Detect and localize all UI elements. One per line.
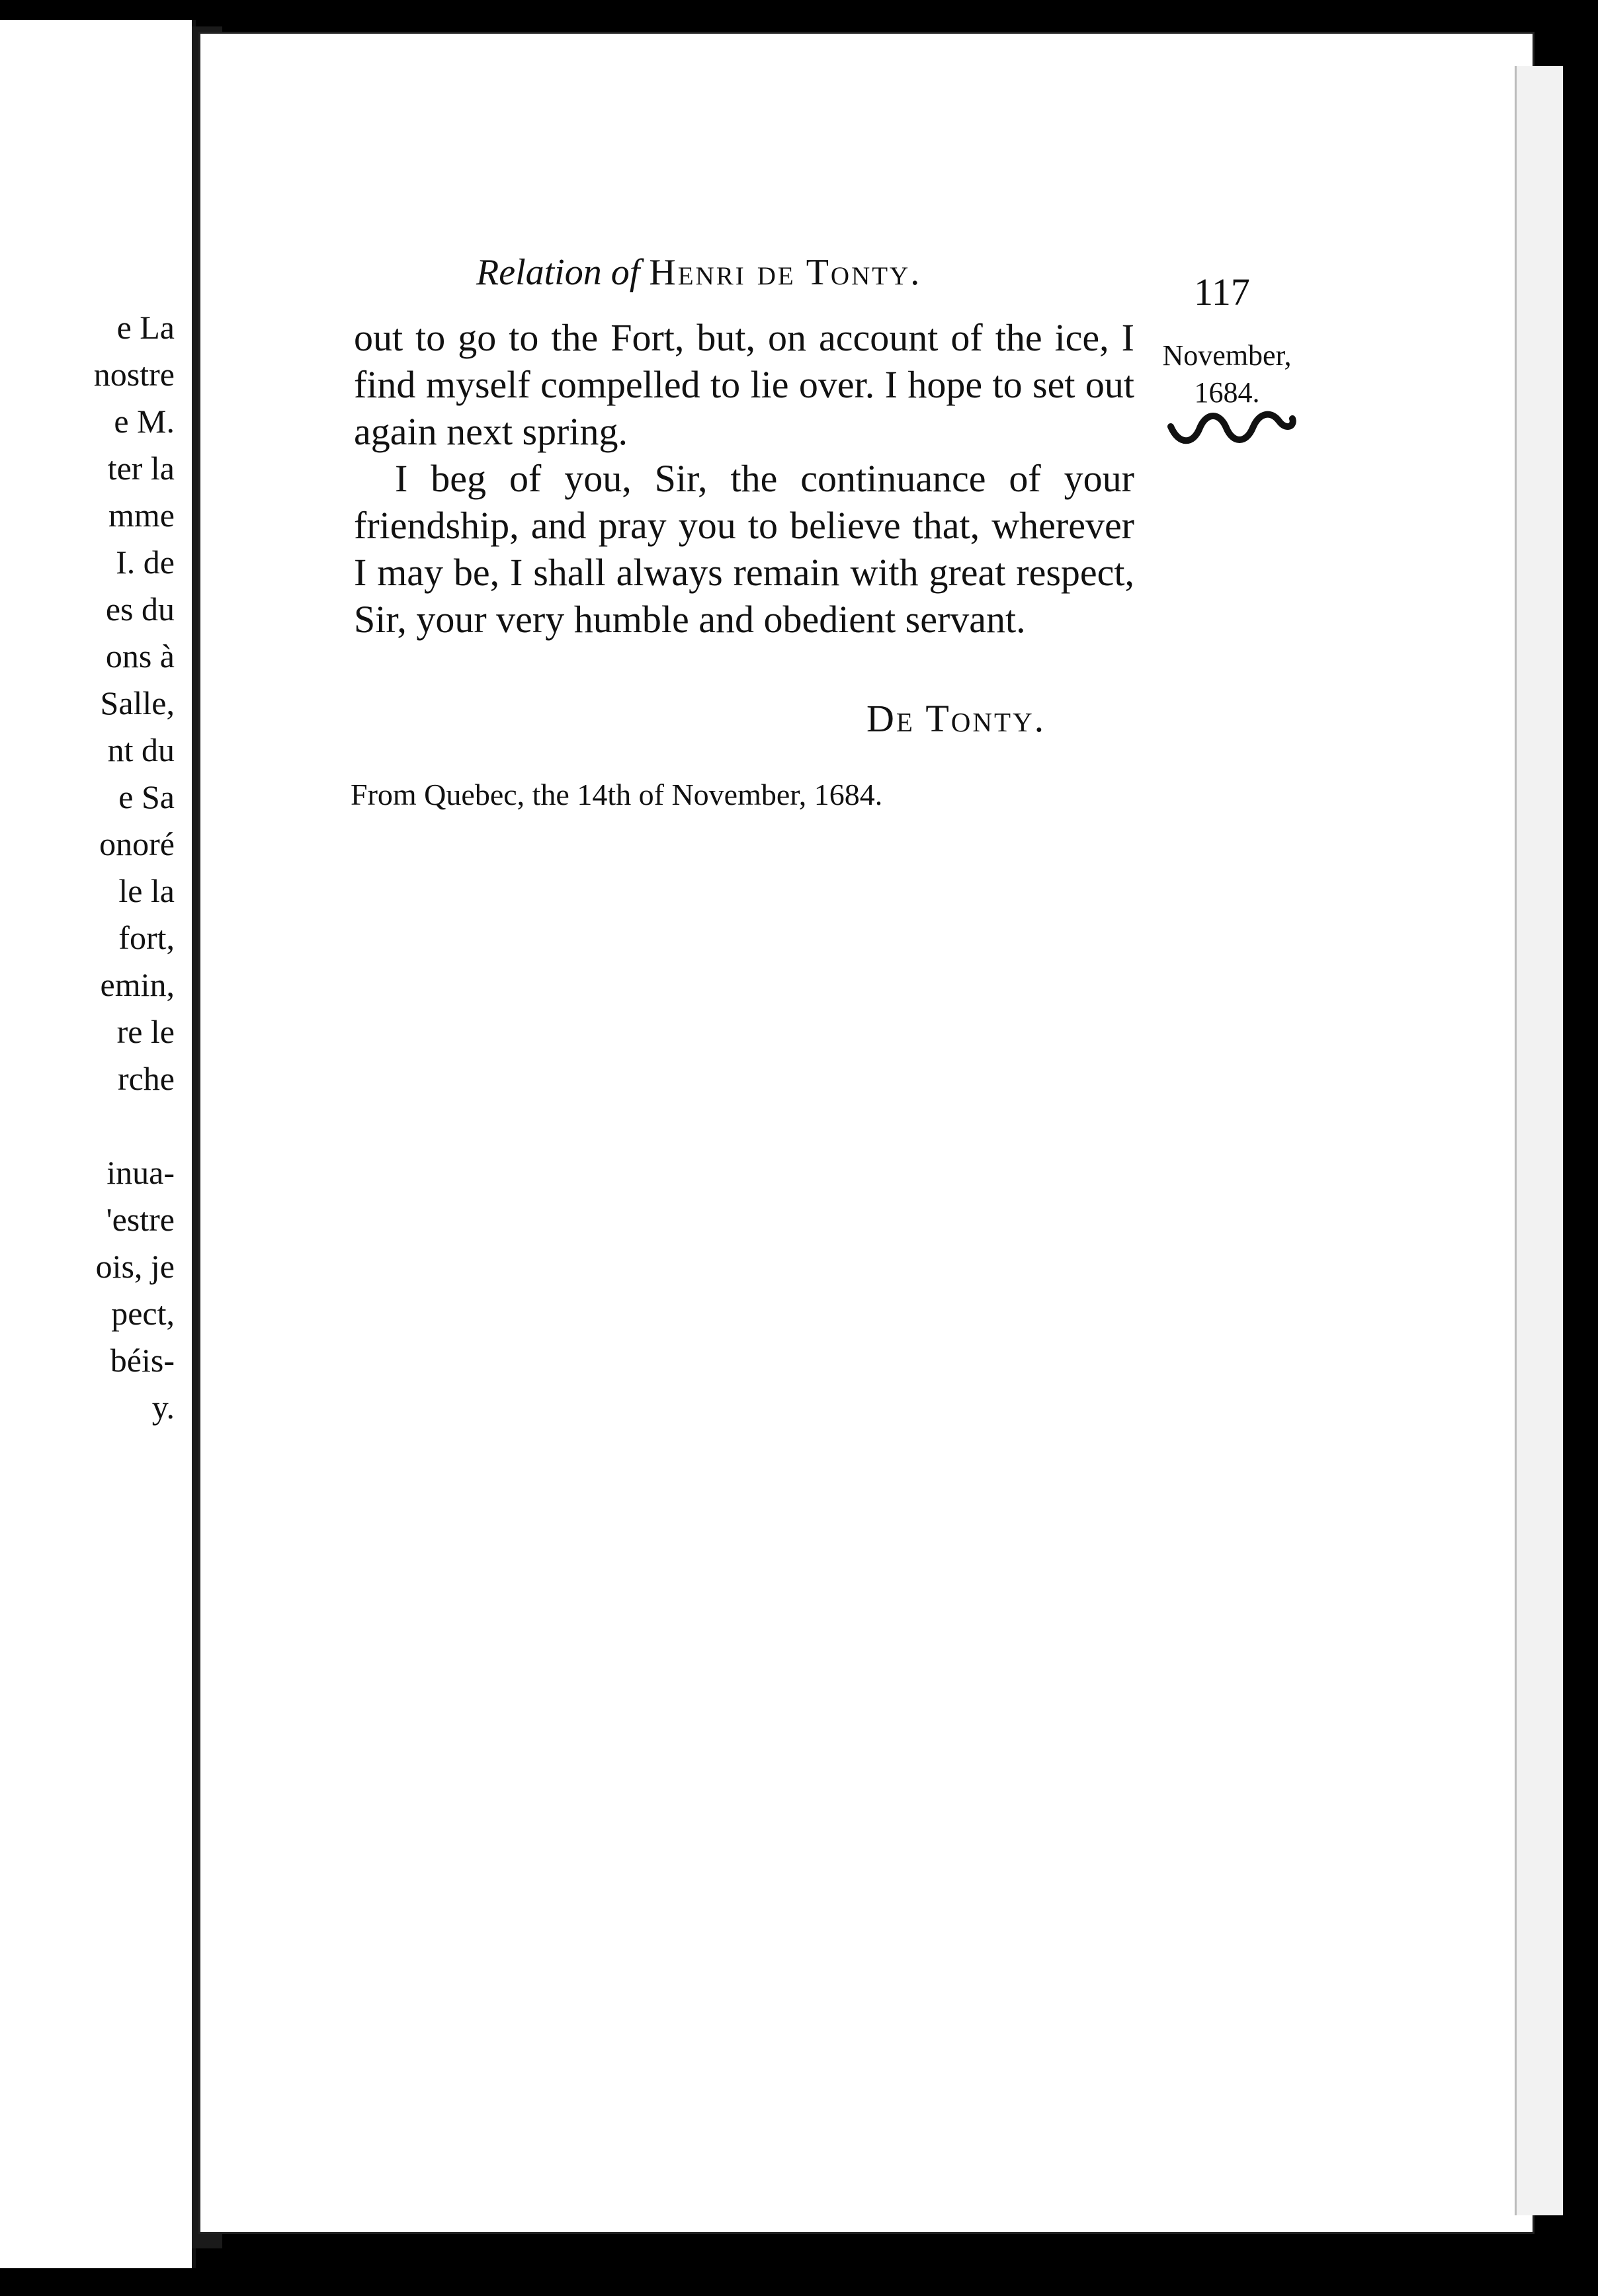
- facing-page: [0, 20, 196, 2268]
- running-header: [476, 251, 921, 294]
- body-text: [354, 314, 1134, 643]
- facing-page-line: ter la: [107, 450, 175, 487]
- facing-page-line: onoré: [99, 825, 175, 862]
- facing-page-line: mme: [108, 497, 175, 534]
- facing-page-line: ois, je: [95, 1248, 175, 1285]
- facing-page-line: le la: [118, 872, 175, 909]
- signature: De Tonty.: [866, 697, 1046, 740]
- margin-note: [1148, 337, 1306, 411]
- header-italic: Relation of: [476, 252, 640, 293]
- facing-page-line: emin,: [100, 966, 175, 1003]
- facing-page-line: Salle,: [100, 684, 175, 721]
- facing-page-line: nostre: [93, 356, 175, 393]
- page-edge: [1515, 66, 1563, 2215]
- header-name: Henri de Tonty.: [649, 252, 922, 293]
- facing-page-line: inua-: [106, 1154, 175, 1191]
- facing-page-line: nt du: [107, 731, 175, 768]
- facing-page-line: ons à: [105, 637, 175, 675]
- facing-page-line: pect,: [111, 1295, 175, 1332]
- ornament-flourish-icon: [1165, 407, 1298, 446]
- facing-page-line: es du: [105, 591, 175, 628]
- page-number: 117: [1194, 270, 1250, 313]
- facing-page-line: e Sa: [118, 778, 175, 815]
- facing-page-line: béis-: [110, 1342, 175, 1379]
- paragraph-2: I beg of you, Sir, the continuance of your friendship, and pray you to believe that, wherever I may be, I shall always remain with great respect, Sir, your very humble and obedient servant.: [354, 457, 1134, 641]
- margin-note-year: 1684.: [1194, 376, 1260, 409]
- margin-note-month: November,: [1162, 339, 1292, 372]
- facing-page-line: fort,: [118, 919, 175, 956]
- facing-page-line: I. de: [116, 544, 175, 581]
- paragraph-1: out to go to the Fort, but, on account of the ice, I find myself compelled to lie over. I hope to set out again next spring.: [354, 316, 1134, 453]
- facing-page-line: e La: [116, 309, 175, 346]
- facing-page-line: y.: [151, 1389, 175, 1426]
- facing-page-line: rche: [117, 1060, 175, 1097]
- facing-page-line: 'estre: [106, 1201, 175, 1238]
- facing-page-line: e M.: [114, 403, 175, 440]
- facing-page-line: re le: [116, 1013, 175, 1050]
- dateline: From Quebec, the 14th of November, 1684.: [351, 778, 883, 811]
